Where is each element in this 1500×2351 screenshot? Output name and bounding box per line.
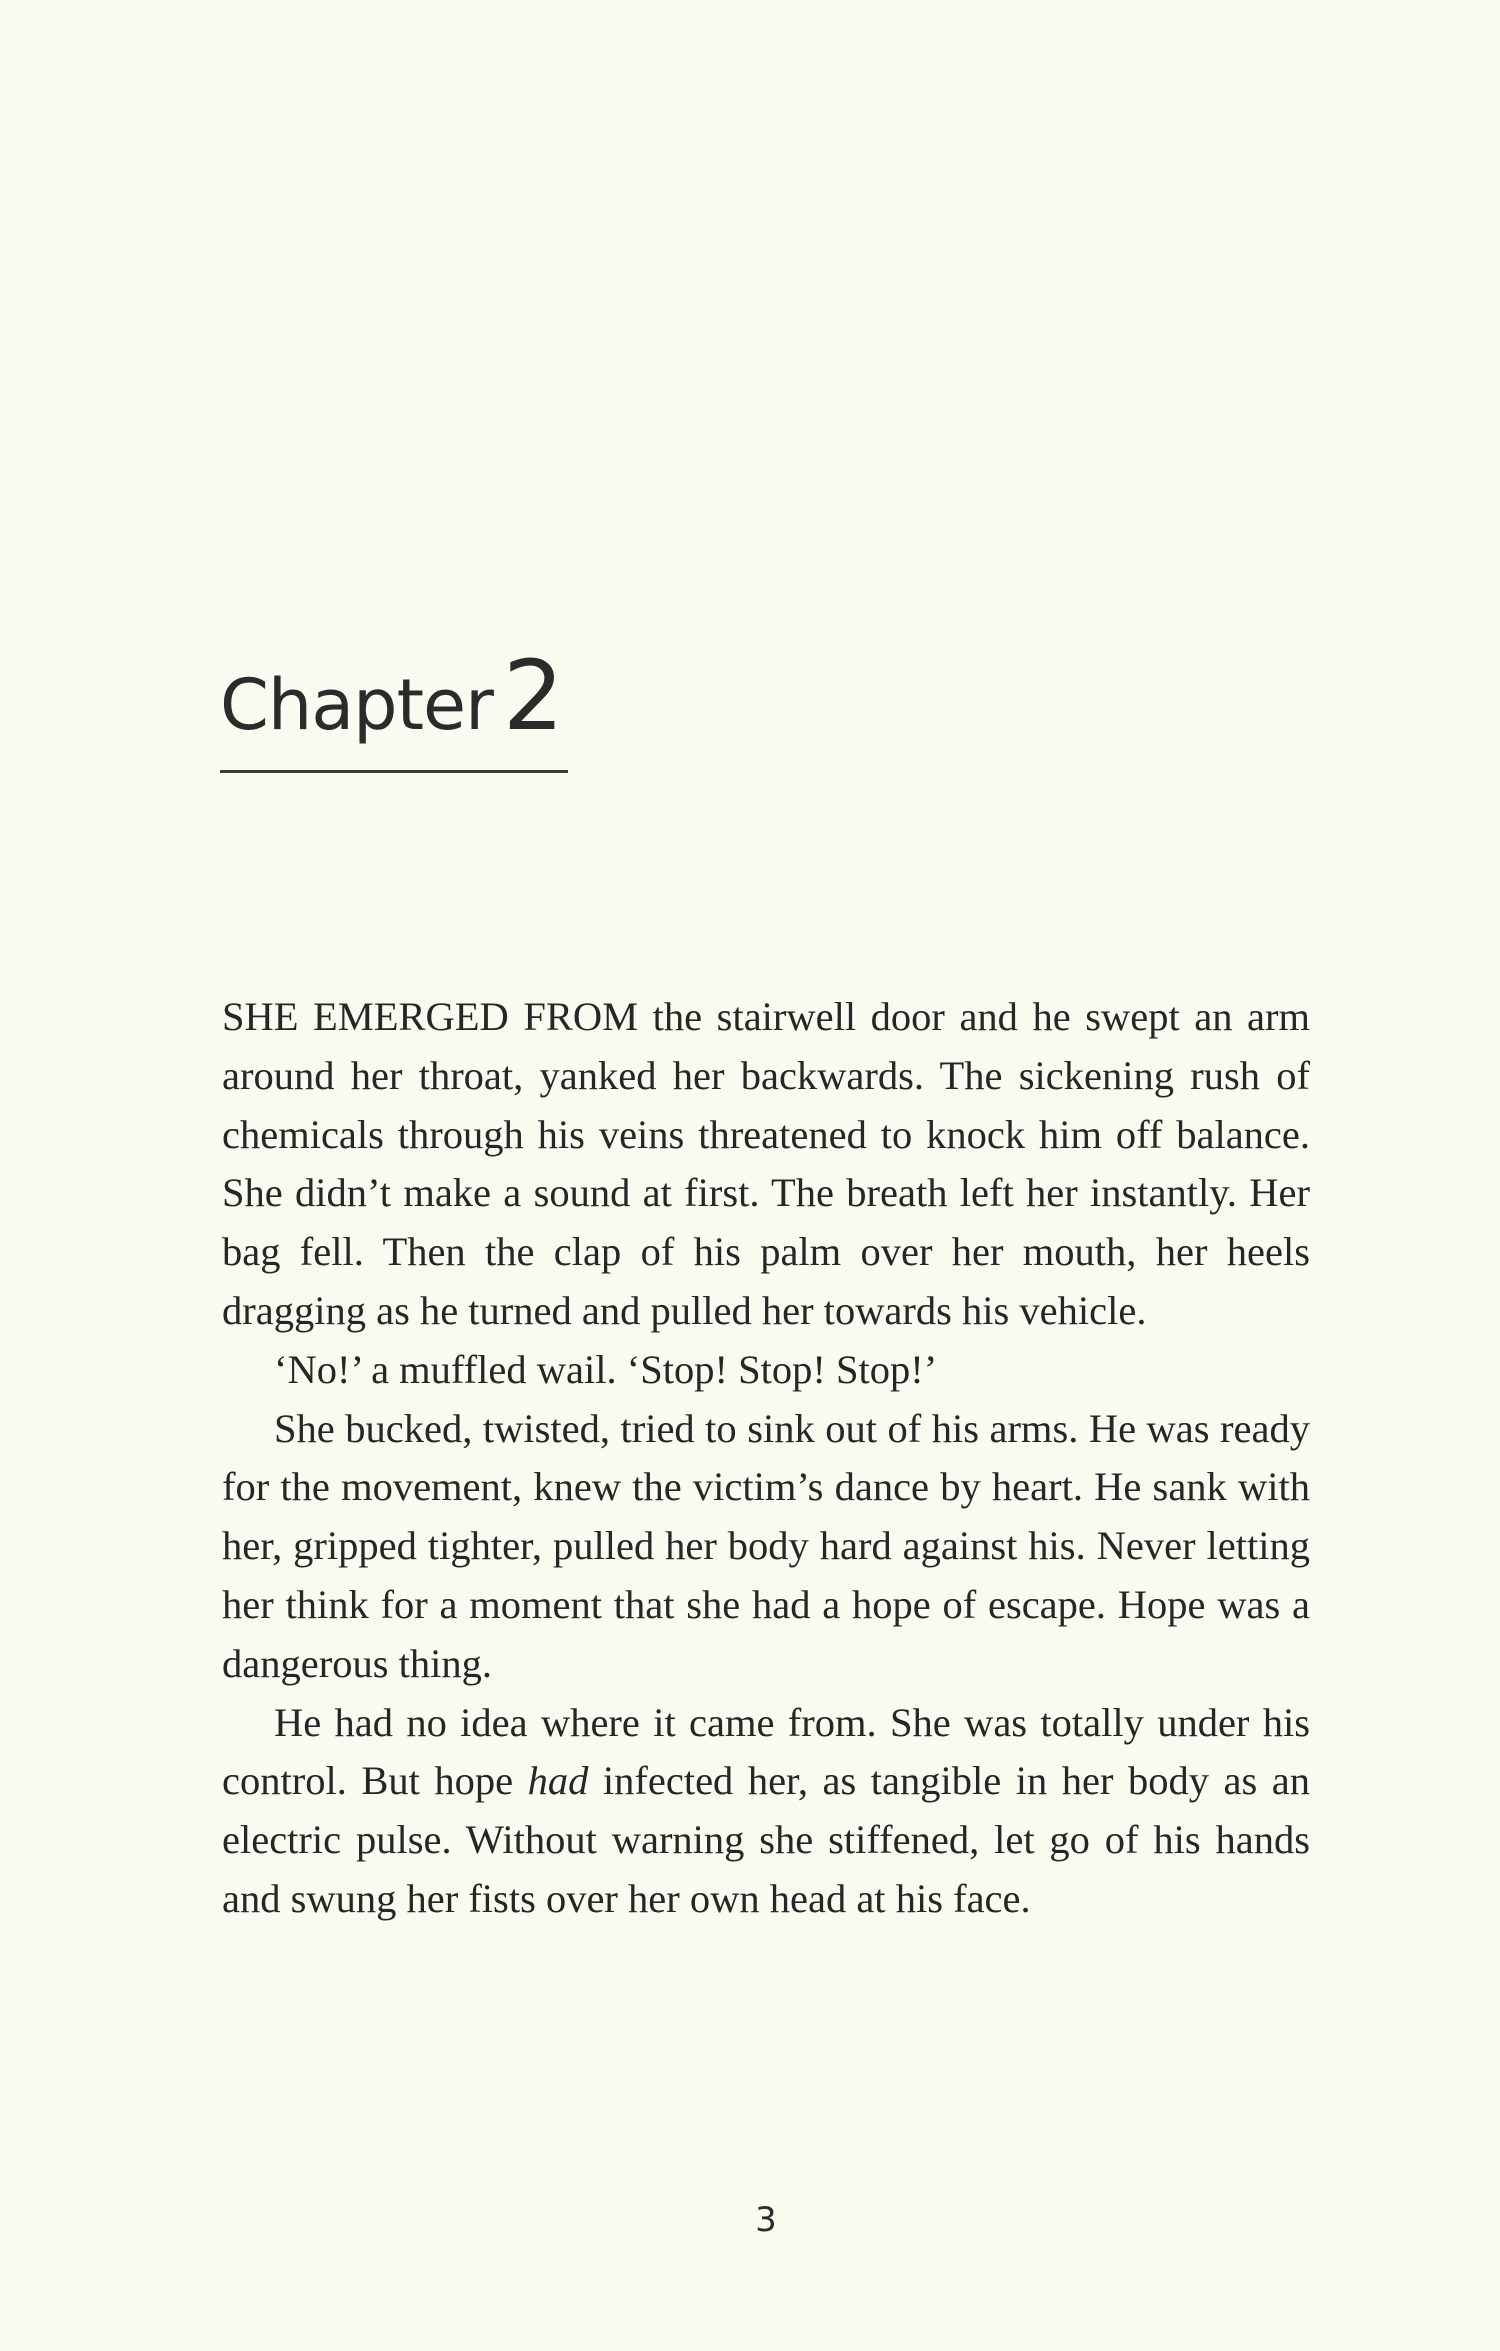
paragraph-1-text: the stairwell door and he swept an arm around her throat, yanked her backwards. The sickening rush of chemicals through his veins threatened to knock him off balance. She didn’t make a sound at first. The breath left her instantly. Her bag fell. Then the clap of his palm over her mouth, her heels dragging as he turned and pulled her towards his vehicle. — [222, 994, 1310, 1333]
chapter-underline-rule — [220, 770, 568, 773]
page-number: 3 — [755, 2200, 777, 2240]
chapter-heading — [220, 640, 570, 752]
italic-word: had — [527, 1758, 589, 1804]
chapter-word: Chapter — [220, 664, 493, 746]
paragraph-1 — [222, 988, 1310, 1341]
opening-small-caps: SHE EMERGED FROM — [222, 994, 639, 1039]
chapter-number: 2 — [502, 640, 564, 752]
paragraph-4-text-a: He had no idea where it came from. She was totally under his control. But hope — [222, 1699, 1310, 1804]
paragraph-2: ‘No!’ a muffled wail. ‘Stop! Stop! Stop!’ — [274, 1346, 938, 1392]
paragraph-3: She bucked, twisted, tried to sink out of his arms. He was ready for the movement, knew the victim’s dance by heart. He sank with her, gripped tighter, pulled her body hard against his. Never letting her think for a moment that she had a hope of escape. Hope was a dangerous thing. — [222, 1405, 1310, 1686]
paragraph-4 — [222, 1694, 1310, 1929]
paragraph-4-text-b: infected her, as tangible in her body as an electric pulse. Without warning she stiffened, let go of his hands and swung her fists over her own head at his face. — [222, 1758, 1310, 1921]
chapter-body-text — [222, 988, 1310, 1929]
